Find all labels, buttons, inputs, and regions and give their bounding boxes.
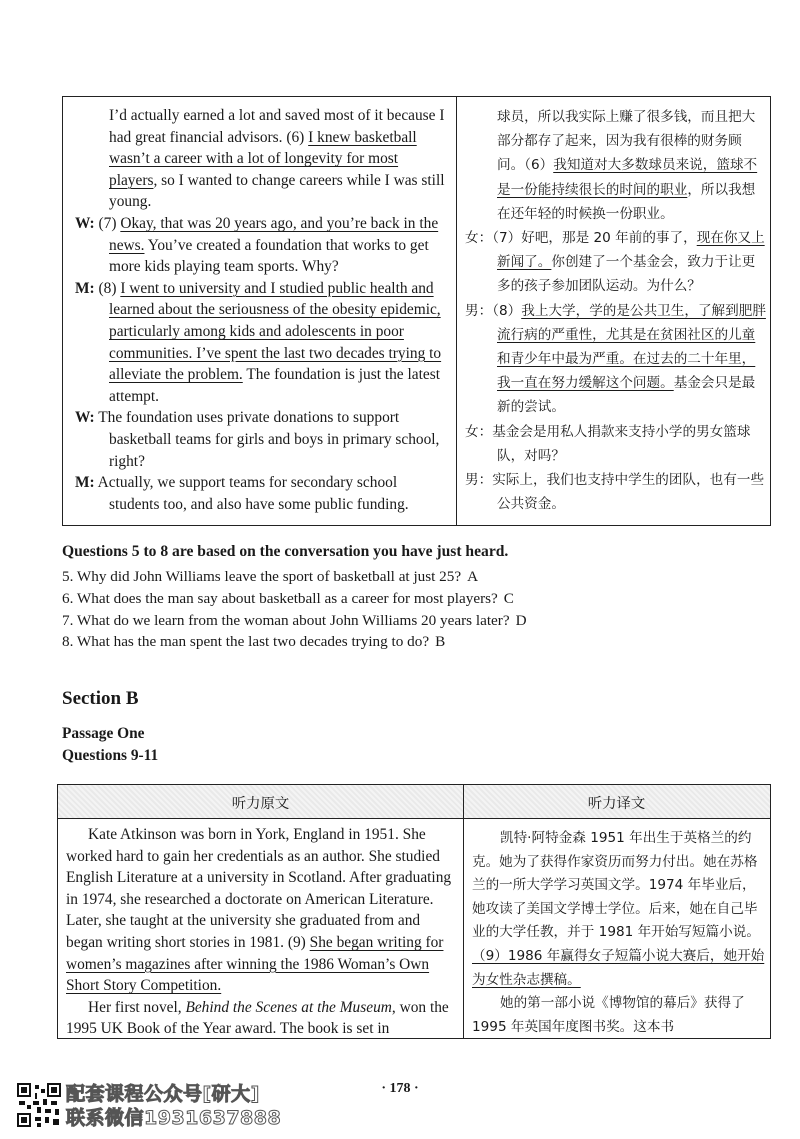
- questions-range-heading: Questions 9-11: [62, 747, 159, 764]
- translation-paragraph: 球员，所以我实际上赚了很多钱，而且把大部分都存了起来，因为我有很棒的财务顾问。（6）我知道对大多数球员来说，篮球不是一份能持续很长的时间的职业，所以我想在还年轻的时候换一份职业。: [497, 109, 758, 222]
- answer-letter: C: [503, 589, 514, 607]
- passage-table: [57, 784, 771, 1039]
- answer-letter: B: [435, 633, 446, 651]
- header-translation: 听力译文: [587, 796, 646, 812]
- underlined-answer: 我上大学，学的是公共卫生，了解到肥胖流行病的严重性，尤其是在贫困社区的儿童和青少年中最为严重。在过去的二十年里，我一直在努力缓解这个问题。: [497, 302, 766, 392]
- speaker-label: M:: [75, 279, 95, 297]
- answer-letter: D: [515, 611, 527, 629]
- passage-paragraph: Kate Atkinson was born in York, England in 1951. She worked hard to gain her credentials as an author. She studied English Literature at a university in Scotland. After graduating in 1974, she researched a doctorate on American Literature. Later, she taught at the university she graduated from and began writing short stories in 1981. (9) She began writing for women’s magazines after winning the 1986 Woman’s Own Short Story Competition.: [66, 826, 452, 995]
- speaker-label: 男：: [465, 302, 493, 319]
- underlined-answer: 现在你又上新闻了。: [497, 230, 765, 271]
- question-item: 8. What has the man spent the last two decades trying to do? B: [62, 633, 446, 651]
- transcript-paragraph: I’d actually earned a lot and saved most of it because I had great financial advisors. (6) I knew basketball wasn’t a career with a lot of longevity for most players, so I wanted to change careers while I was still young.: [109, 107, 445, 211]
- underlined-answer: Okay, that was 20 years ago, and you’re back in the news.: [109, 214, 439, 254]
- speaker-line: W: (7) Okay, that was 20 years ago, and you’re back in the news. You’ve created a foundation that works to get more kids playing team sports. Why?: [75, 214, 439, 276]
- passage-heading: Passage One: [62, 725, 145, 742]
- underlined-answer: 我知道对大多数球员来说，篮球不是一份能持续很长的时间的职业: [497, 157, 758, 198]
- question-list: [62, 566, 527, 653]
- speaker-line: 女：（7）好吧，那是 20 年前的事了，现在你又上新闻了。你创建了一个基金会，致力于让更多的孩子参加团队运动。为什么？: [465, 230, 765, 295]
- chinese-translation: [465, 105, 767, 516]
- speaker-line: 女：基金会是用私人捐款来支持小学的男女篮球队，对吗？: [465, 423, 751, 464]
- watermark-text: [66, 1082, 281, 1130]
- question-item: 7. What do we learn from the woman about John Williams 20 years later? D: [62, 611, 527, 629]
- question-item: 6. What does the man say about basketball as a career for most players? C: [62, 589, 514, 607]
- chinese-passage: [472, 827, 766, 1039]
- translation-paragraph: 她的第一部小说《博物馆的幕后》获得了 1995 年英国年度图书奖。这本书: [472, 995, 745, 1035]
- speaker-label: 女：: [465, 230, 493, 247]
- underlined-answer: （9）1986 年赢得女子短篇小说大赛后，她开始为女性杂志撰稿。: [472, 947, 765, 988]
- book-title: Behind the Scenes at the Museum: [185, 998, 392, 1016]
- header-original-text: 听力原文: [231, 796, 290, 812]
- underlined-answer: I went to university and I studied public health and learned about the seriousness of the obesity epidemic, particularly among kids and adolescents in poor communities. I’ve spent the last two decades trying to alleviate the problem.: [109, 279, 442, 384]
- passage-paragraph: Her first novel, Behind the Scenes at the Museum, won the 1995 UK Book of the Year award. The book is set in: [66, 998, 449, 1038]
- english-passage: [66, 824, 458, 1040]
- speaker-line: M: (8) I went to university and I studied public health and learned about the seriousness of the obesity epidemic, particularly among kids and adolescents in poor communities. I’ve spent the last two decades trying to alleviate the problem. The foundation is just the latest attempt.: [75, 279, 442, 405]
- page-number: · 178 ·: [381, 1081, 419, 1096]
- section-heading: Section B: [62, 688, 139, 709]
- translation-paragraph: 凯特·阿特金森 1951 年出生于英格兰的约克。她为了获得作家资历而努力付出。她在苏格兰的一所大学学习英国文学。1974 年毕业后，她攻读了美国文学博士学位。后来，她在自己毕业的大学任教，并于 1981 年开始写短篇小说。（9）1986 年赢得女子短篇小说大赛后，她开始为女性杂志撰稿。: [472, 830, 765, 988]
- speaker-label: W:: [75, 409, 95, 427]
- speaker-label: W:: [75, 214, 95, 232]
- underlined-answer: She began writing for women’s magazines after winning the 1986 Woman’s Own Short Story Competition.: [66, 933, 444, 995]
- qr-code-icon: [17, 1083, 61, 1127]
- dialogue-table: [62, 96, 771, 526]
- english-transcript: [75, 105, 449, 515]
- speaker-label: M:: [75, 474, 95, 492]
- underlined-answer: I knew basketball wasn’t a career with a lot of longevity for most players: [109, 128, 417, 189]
- column-divider: [463, 785, 464, 1038]
- speaker-line: 男：实际上，我们也支持中学生的团队，也有一些公共资金。: [465, 472, 765, 513]
- column-divider: [456, 97, 457, 525]
- speaker-line: W: The foundation uses private donations to support basketball teams for girls and boys in primary school, right?: [75, 409, 440, 470]
- watermark-line: 配套课程公众号[研大]: [66, 1083, 260, 1105]
- speaker-line: M: Actually, we support teams for secondary school students too, and also have some public funding.: [75, 474, 409, 513]
- questions-heading: Questions 5 to 8 are based on the conversation you have just heard.: [62, 543, 509, 560]
- watermark-line: 联系微信1931637888: [66, 1107, 282, 1129]
- question-item: 5. Why did John Williams leave the sport of basketball at just 25? A: [62, 568, 479, 585]
- speaker-label: 男：: [465, 472, 493, 489]
- answer-letter: A: [467, 568, 479, 585]
- speaker-label: 女：: [465, 423, 493, 440]
- speaker-line: 男：（8）我上大学，学的是公共卫生，了解到肥胖流行病的严重性，尤其是在贫困社区的儿童和青少年中最为严重。在过去的二十年里，我一直在努力缓解这个问题。基金会只是最新的尝试。: [465, 302, 766, 416]
